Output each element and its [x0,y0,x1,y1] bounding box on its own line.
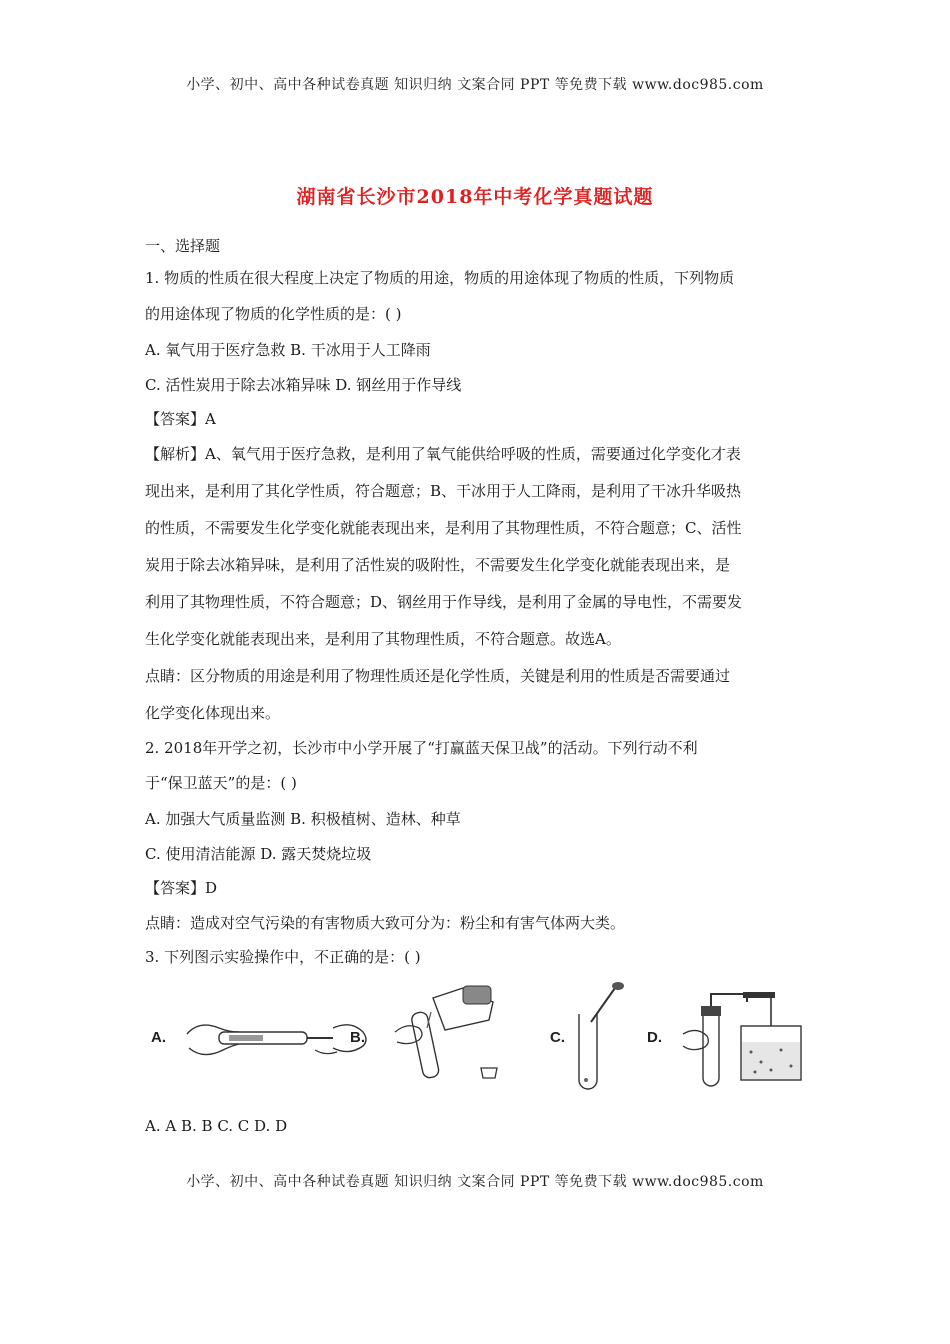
figure-panel-b [350,986,497,1079]
q2-answer: 【答案】D [145,879,218,897]
q1-analysis-line-3: 的性质，不需要发生化学变化就能表现出来，是利用了其物理性质，不符合题意；C、活性 [145,519,742,537]
figure-label-a: A. [151,1029,166,1046]
q2-stem-line-2: 于“保卫蓝天”的是：( ) [145,774,297,792]
q3-stem: 3. 下列图示实验操作中，不正确的是：( ) [145,948,421,966]
q1-analysis-line-6: 生化学变化就能表现出来，是利用了其物理性质，不符合题意。故选A。 [145,630,621,648]
figure-label-b: B. [350,1029,365,1046]
q1-tip-line-2: 化学变化体现出来。 [145,704,281,722]
q2-tip: 点睛：造成对空气污染的有害物质大致可分为：粉尘和有害气体两大类。 [145,914,626,932]
figure-label-c: C. [550,1029,565,1046]
q1-analysis-line-1: 【解析】A、氧气用于医疗急救，是利用了氧气能供给呼吸的性质，需要通过化学变化才表 [145,445,741,463]
q1-analysis-line-4: 炭用于除去冰箱异味，是利用了活性炭的吸附性，不需要发生化学变化就能表现出来，是 [145,556,731,574]
page-footer: 小学、初中、高中各种试卷真题 知识归纳 文案合同 PPT 等免费下载 www.doc985.com [186,1174,764,1190]
q1-options-line-1: A. 氧气用于医疗急救 B. 干冰用于人工降雨 [145,341,431,359]
figure-panel-a [151,1025,366,1055]
q1-tip-line-1: 点睛：区分物质的用途是利用了物理性质还是化学性质，关键是利用的性质是否需要通过 [145,667,731,685]
q1-stem-line-1: 1. 物质的性质在很大程度上决定了物质的用途，物质的用途体现了物质的性质，下列物质 [145,269,735,287]
q3-experiment-figure [145,982,805,1092]
figure-label-d: D. [647,1029,662,1046]
q1-analysis-line-5: 利用了其物理性质，不符合题意；D、钢丝用于作导线，是利用了金属的导电性，不需要发 [145,593,743,611]
q1-answer: 【答案】A [145,410,216,428]
q1-options-line-2: C. 活性炭用于除去冰箱异味 D. 钢丝用于作导线 [145,376,462,394]
q2-options-line-2: C. 使用清洁能源 D. 露天焚烧垃圾 [145,845,372,863]
page-header: 小学、初中、高中各种试卷真题 知识归纳 文案合同 PPT 等免费下载 www.doc985.com [186,77,764,93]
q2-options-line-1: A. 加强大气质量监测 B. 积极植树、造林、种草 [145,810,461,828]
figure-panel-d [647,992,801,1086]
page-title: 湖南省长沙市2018年中考化学真题试题 [296,186,654,208]
figure-panel-c [550,982,624,1089]
q3-options: A. A B. B C. C D. D [145,1117,288,1135]
q1-analysis-line-2: 现出来，是利用了其化学性质，符合题意；B、干冰用于人工降雨，是利用了干冰升华吸热 [145,482,742,500]
q2-stem-line-1: 2. 2018年开学之初，长沙市中小学开展了“打赢蓝天保卫战”的活动。下列行动不利 [145,739,698,757]
q1-stem-line-2: 的用途体现了物质的化学性质的是：( ) [145,305,402,323]
section-heading: 一、选择题 [145,237,221,255]
